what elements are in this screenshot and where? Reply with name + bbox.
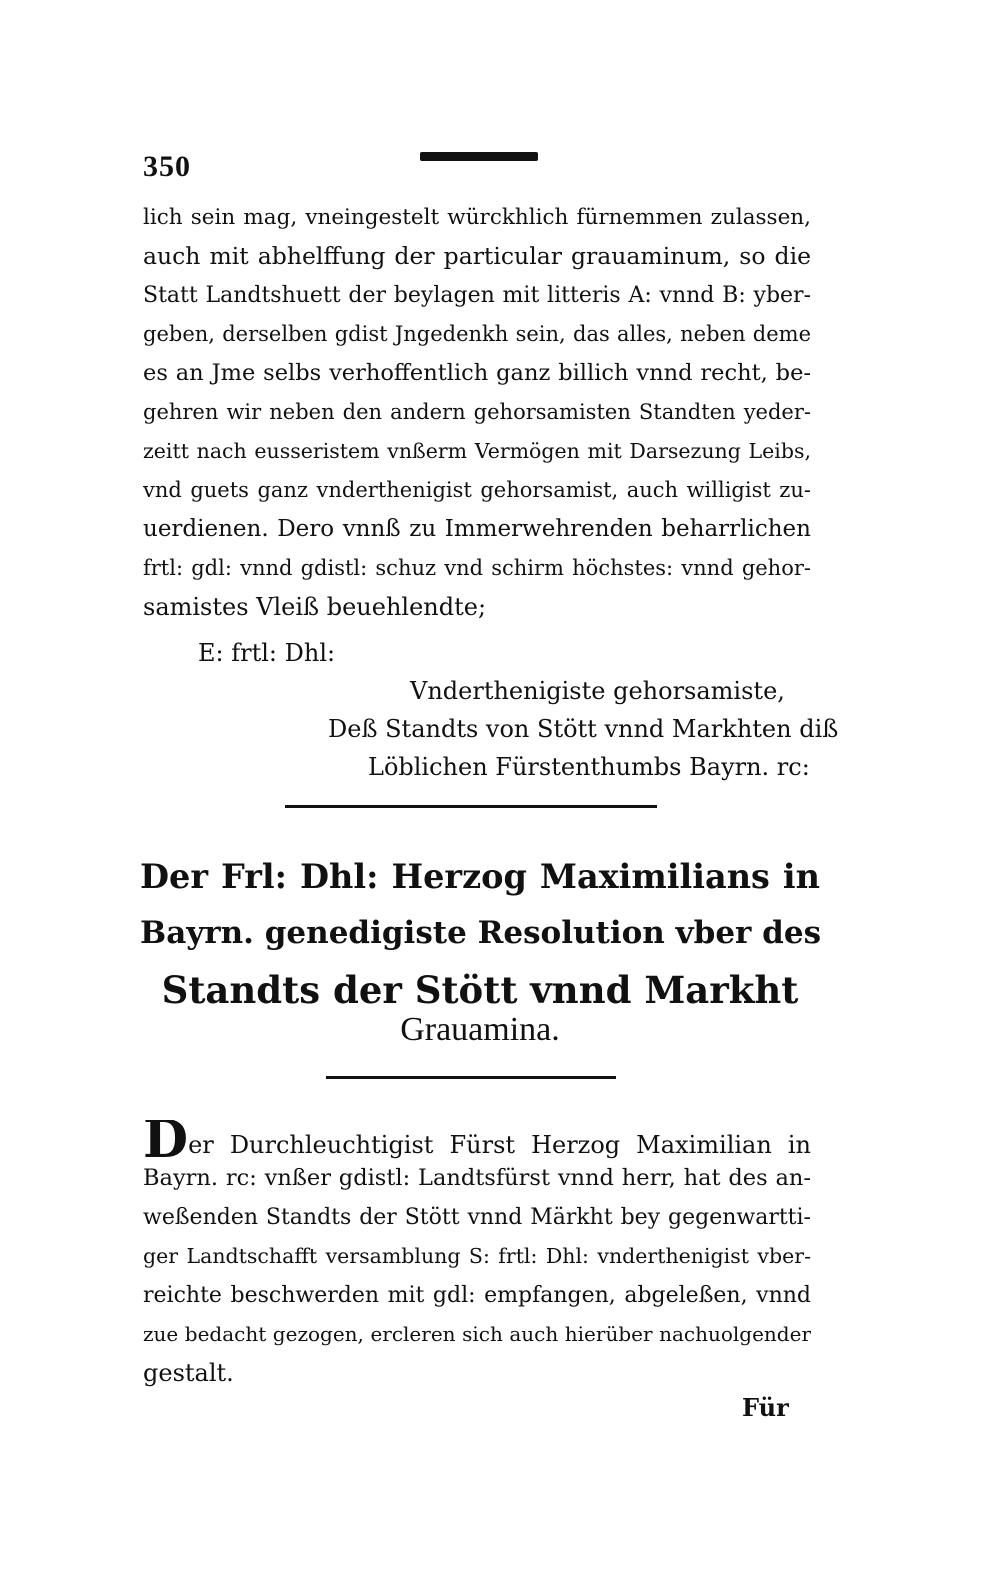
resolution-line: gestalt. bbox=[143, 1359, 234, 1387]
resolution-line: Bayrn. rc: vnßer gdistl: Landtsfürst vnnd herr, hat des an- bbox=[143, 1165, 811, 1191]
letter-line: zeitt nach eusseristem vnßerm Vermögen mit Darsezung Leibs, bbox=[143, 439, 811, 463]
letter-line: uerdienen. Dero vnnß zu Immerwehrenden beharrlichen bbox=[143, 516, 811, 542]
header-ornament-rule bbox=[420, 152, 538, 161]
resolution-line: weßenden Standts der Stött vnnd Märkht bey gegenwartti- bbox=[143, 1205, 811, 1230]
catchword: Für bbox=[742, 1393, 789, 1422]
letter-line: geben, derselben gdist Jngedenkh sein, das alles, neben deme bbox=[143, 322, 811, 346]
letter-line: frtl: gdl: vnnd gdistl: schuz vnd schirm höchstes: vnnd gehor- bbox=[143, 556, 811, 580]
letter-line: auch mit abhelffung der particular grauaminum, so die bbox=[143, 242, 811, 270]
section-divider bbox=[326, 1076, 616, 1079]
letter-line: gehren wir neben den andern gehorsamisten Standten yeder- bbox=[143, 400, 811, 424]
letter-body bbox=[143, 198, 811, 627]
section-divider bbox=[285, 805, 657, 808]
drop-cap: D bbox=[143, 1120, 189, 1159]
resolution-line: zue bedacht gezogen, ercleren sich auch hierüber nachuolgender bbox=[143, 1322, 811, 1346]
resolution-heading bbox=[140, 848, 820, 1019]
resolution-body bbox=[143, 1120, 811, 1393]
letter-line: Statt Landtshuett der beylagen mit litteris A: vnnd B: yber- bbox=[143, 283, 811, 308]
resolution-line: reichte beschwerden mit gdl: empfangen, abgeleßen, vnnd bbox=[143, 1283, 811, 1308]
heading-line: Bayrn. genedigiste Resolution vber des bbox=[140, 915, 822, 951]
heading-line: Standts der Stött vnnd Markht bbox=[161, 968, 799, 1012]
heading-line: Der Frl: Dhl: Herzog Maximilians in bbox=[140, 857, 820, 896]
letter-line: es an Jme selbs verhoffentlich ganz billich vnnd recht, be- bbox=[143, 360, 811, 386]
letter-line: vnd guets ganz vnderthenigist gehorsamist, auch willigist zu- bbox=[143, 478, 811, 502]
letter-line: lich sein mag, vneingestelt würckhlich fürnemmen zulassen, bbox=[143, 205, 811, 230]
page-number: 350 bbox=[143, 150, 191, 183]
letter-line: samistes Vleiß beuehlendte; bbox=[143, 593, 487, 621]
heading-latin-word: Grauamina. bbox=[400, 1011, 560, 1048]
resolution-line-first bbox=[143, 1120, 811, 1159]
salutation: E: frtl: Dhl: bbox=[198, 639, 336, 667]
signature-line: Deß Standts von Stött vnnd Markhten diß bbox=[328, 715, 839, 743]
resolution-line: er Durchleuchtigist Fürst Herzog Maximilian in bbox=[188, 1131, 811, 1159]
resolution-line: ger Landtschafft versamblung S: frtl: Dhl: vnderthenigist vber- bbox=[143, 1244, 811, 1268]
signature-line: Löblichen Fürstenthumbs Bayrn. rc: bbox=[368, 753, 810, 781]
signature-line: Vnderthenigiste gehorsamiste, bbox=[410, 677, 785, 705]
